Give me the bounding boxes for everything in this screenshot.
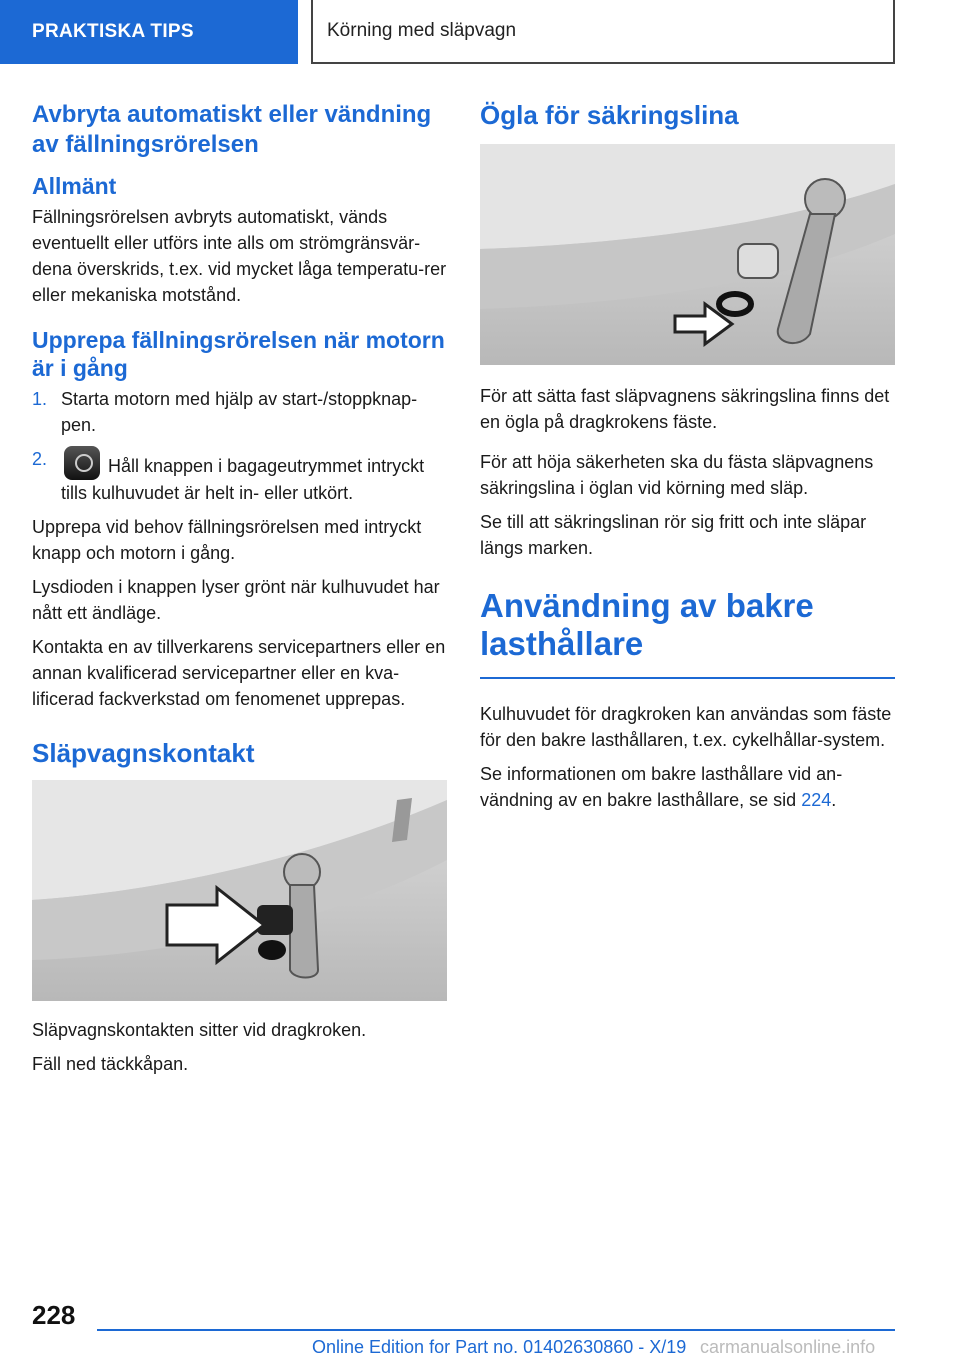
step-text: Starta motorn med hjälp av start-/stoppknap-pen. <box>61 389 418 435</box>
paragraph-eye-1: För att sätta fast släpvagnens säkringslina finns det en ögla på dragkrokens fäste. <box>480 386 890 432</box>
paragraph-socket-1: Släpvagnskontakten sitter vid dragkroken. <box>32 1020 367 1040</box>
section-tab: PRAKTISKA TIPS <box>0 0 298 64</box>
safety-eye-illustration <box>480 144 895 365</box>
footer-rule <box>97 1329 895 1331</box>
heading-trailer-socket: Släpvagnskontakt <box>32 738 255 768</box>
figure-trailer-socket <box>32 780 447 1001</box>
footer-watermark: carmanualsonline.info <box>700 1337 876 1357</box>
heading-cancel-folding: Avbryta automatiskt eller vändning av fällningsrörelsen <box>32 101 432 158</box>
page-reference-link[interactable]: 224 <box>801 790 832 810</box>
right-column <box>480 100 895 821</box>
step-item <box>32 386 447 438</box>
footer-edition: Online Edition for Part no. 01402630860 - X/19 <box>312 1337 687 1357</box>
step-number: 2. <box>32 449 48 469</box>
paragraph-carrier-2-end: . <box>831 790 837 810</box>
paragraph-carrier-1: Kulhuvudet för dragkroken kan användas som fäste för den bakre lasthållaren, t.ex. cykelhållar-system. <box>480 704 892 750</box>
heading-rule <box>480 677 895 679</box>
step-text: Håll knappen i bagageutrymmet intryckt tills kulhuvudet är helt in- eller utkört. <box>61 456 425 503</box>
page-number: 228 <box>32 1300 76 1330</box>
paragraph-repeat-3: Kontakta en av tillverkarens servicepartners eller en annan kvalificerad servicepartner eller en kva-lificerad fackverkstad om fenomenet upprepas. <box>32 637 446 709</box>
heading-rear-carrier: Användning av bakre lasthållare <box>480 587 814 662</box>
heading-safety-eye: Ögla för säkringslina <box>480 100 739 130</box>
trailer-socket-illustration <box>32 780 447 1001</box>
figure-safety-eye <box>480 144 895 365</box>
paragraph-repeat-2: Lysdioden i knappen lyser grönt när kulhuvudet har nått ett ändläge. <box>32 577 440 623</box>
paragraph-eye-2: För att höja säkerheten ska du fästa släpvagnens säkringslina i öglan vid körning med släp. <box>480 452 874 498</box>
paragraph-eye-3: Se till att säkringslinan rör sig fritt och inte släpar längs marken. <box>480 512 867 558</box>
step-number: 1. <box>32 389 48 409</box>
chapter-title: Körning med släpvagn <box>311 0 895 64</box>
heading-repeat-folding: Upprepa fällningsrörelsen när motorn är i gång <box>32 327 445 381</box>
paragraph-socket-2: Fäll ned täckkåpan. <box>32 1054 189 1074</box>
trailer-hitch-button-icon <box>64 446 100 480</box>
paragraph-carrier-2 <box>480 761 895 813</box>
step-item <box>32 446 447 506</box>
paragraph-general: Fällningsrörelsen avbryts automatiskt, vänds eventuellt eller utförs inte alls om strömgränsvär-dena överskrids, t.ex. vid mycket låga temperatu-rer eller mekaniska motstånd. <box>32 207 447 305</box>
heading-general: Allmänt <box>32 173 117 199</box>
steps-list <box>32 386 447 506</box>
paragraph-repeat-1: Upprepa vid behov fällningsrörelsen med intryckt knapp och motorn i gång. <box>32 517 422 563</box>
left-column <box>32 100 447 1085</box>
paragraph-carrier-2-text: Se informationen om bakre lasthållare vid an-vändning av en bakre lasthållare, se sid <box>480 764 843 810</box>
